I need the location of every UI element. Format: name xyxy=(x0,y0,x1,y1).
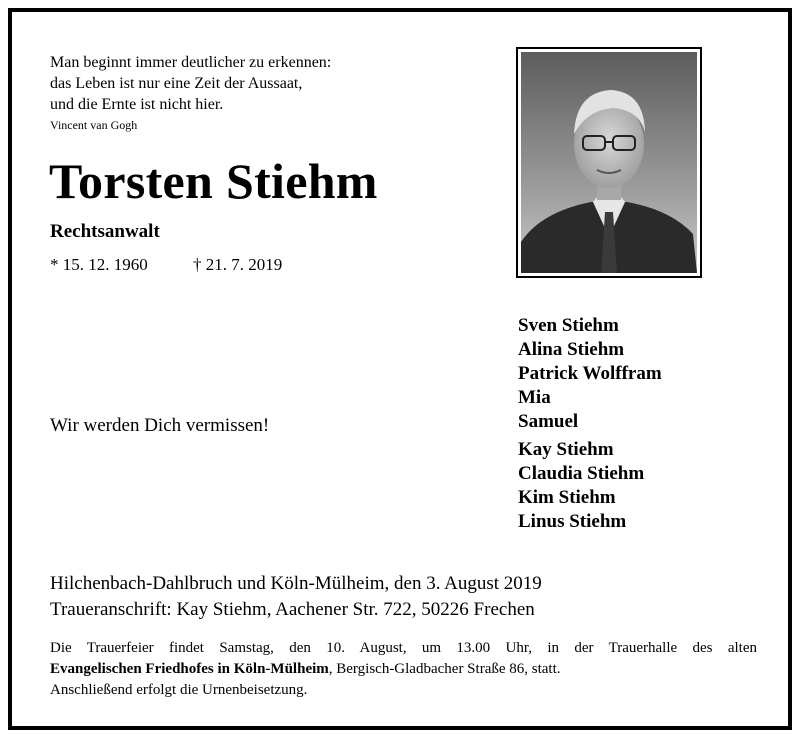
mourner-name: Mia xyxy=(518,387,551,408)
mourner-name: Alina Stiehm xyxy=(518,339,625,360)
life-dates xyxy=(50,255,283,275)
mourner-name: Patrick Wolffram xyxy=(518,363,662,384)
mourners-list xyxy=(518,314,662,534)
quote-line: und die Ernte ist nicht hier. xyxy=(50,96,224,113)
mourner-name: Claudia Stiehm xyxy=(518,463,645,484)
place-and-date: Hilchenbach-Dahlbruch und Köln-Mülheim, den 3. August 2019 xyxy=(50,573,542,594)
mourner-name: Kay Stiehm xyxy=(518,439,614,460)
quote xyxy=(50,52,490,115)
closing-line: Wir werden Dich vermissen! xyxy=(50,415,270,436)
mourner-name: Samuel xyxy=(518,411,579,432)
funeral-service-notice xyxy=(50,638,757,701)
deceased-name: Torsten Stiehm xyxy=(49,153,378,209)
mourner-name: Kim Stiehm xyxy=(518,487,616,508)
service-line: Die Trauerfeier findet Samstag, den 10. August, um 13.00 Uhr, in der Trauerhalle des alten xyxy=(50,640,757,656)
obituary-card xyxy=(8,8,792,730)
cemetery-address: , Bergisch-Gladbacher Straße 86, statt. xyxy=(328,661,561,677)
cemetery-name: Evangelischen Friedhofes in Köln-Mülheim xyxy=(50,661,329,677)
quote-line: das Leben ist nur eine Zeit der Aussaat, xyxy=(50,75,303,92)
portrait-photo xyxy=(516,47,702,278)
quote-line: Man beginnt immer deutlicher zu erkennen: xyxy=(50,54,332,71)
deceased-profession: Rechtsanwalt xyxy=(50,221,160,242)
death-date: † 21. 7. 2019 xyxy=(193,255,283,274)
service-line xyxy=(50,661,561,677)
quote-author: Vincent van Gogh xyxy=(50,118,138,132)
service-line: Anschließend erfolgt die Urnenbeisetzung. xyxy=(50,682,308,698)
birth-date: * 15. 12. 1960 xyxy=(50,255,148,274)
mourning-address: Traueranschrift: Kay Stiehm, Aachener Str. 722, 50226 Frechen xyxy=(50,599,535,620)
mourner-name: Linus Stiehm xyxy=(518,511,627,532)
portrait-image xyxy=(521,52,697,273)
mourner-name: Sven Stiehm xyxy=(518,315,619,336)
